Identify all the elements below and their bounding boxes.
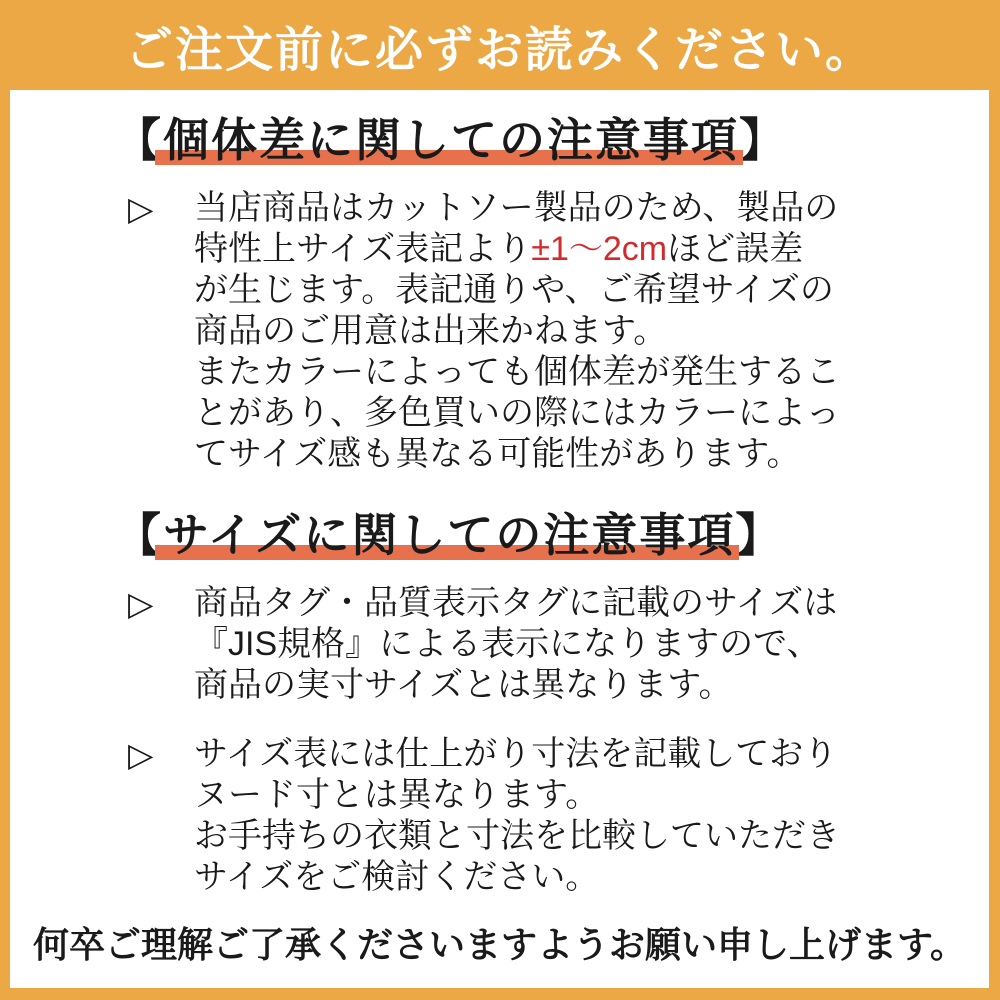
bullet-text	[194, 734, 989, 898]
text-segment: サイズ表には仕上がり寸法を記載しており	[194, 735, 838, 773]
heading-bracket-open: 【	[115, 509, 163, 561]
text-segment: てサイズ感も異なる可能性があります。	[194, 435, 801, 473]
notice-section	[10, 507, 989, 898]
text-segment: 商品の実寸サイズとは異なります。	[194, 666, 733, 704]
text-line	[194, 188, 989, 229]
bullet-text	[194, 583, 989, 706]
accent-text: ±1〜2cm	[531, 230, 668, 268]
heading-bracket-open: 【	[115, 114, 163, 166]
text-segment: またカラーによっても個体差が発生するこ	[194, 353, 840, 391]
triangle-bullet-icon: ▷	[128, 585, 154, 622]
sections-container	[10, 112, 989, 898]
text-segment: 当店商品はカットソー製品のため、製品の	[194, 189, 839, 227]
section-heading	[115, 112, 989, 168]
heading-highlighted-text: サイズに関しての注意事項	[163, 509, 736, 561]
text-line	[194, 857, 989, 898]
text-segment: 『JIS規格』による表示になりますので、	[194, 625, 821, 663]
section-heading	[115, 507, 989, 563]
text-segment: 商品タグ・品質表示タグに記載のサイズは	[194, 584, 838, 622]
notice-section	[10, 112, 989, 475]
text-line	[194, 270, 989, 311]
bullet-item	[128, 188, 989, 475]
text-segment: お手持ちの衣類と寸法を比較していただき	[194, 817, 840, 855]
text-segment: とがあり、多色買いの際にはカラーによっ	[194, 394, 840, 432]
top-banner: ご注文前に必ずお読みください。	[124, 23, 875, 77]
text-line	[194, 583, 989, 624]
text-line	[194, 434, 989, 475]
text-line	[194, 352, 989, 393]
text-line	[194, 816, 989, 857]
heading-bracket-close: 】	[739, 114, 787, 166]
triangle-bullet-icon: ▷	[128, 190, 154, 227]
bullet-text	[194, 188, 989, 475]
bullet-item	[128, 734, 989, 898]
text-segment: ヌード寸とは異なります。	[194, 776, 600, 814]
text-line	[194, 734, 989, 775]
text-line	[194, 775, 989, 816]
text-segment: が生じます。表記通りや、ご希望サイズの	[194, 271, 834, 309]
bullet-item	[128, 583, 989, 706]
text-line	[194, 229, 989, 270]
notice-content	[10, 90, 989, 988]
text-line	[194, 311, 989, 352]
heading-highlighted-text: 個体差に関しての注意事項	[163, 114, 739, 166]
text-line	[194, 665, 989, 706]
text-segment: 特性上サイズ表記より	[194, 230, 532, 268]
text-segment: ほど誤差	[667, 230, 804, 268]
text-segment: サイズをご検討ください。	[194, 858, 600, 896]
text-line	[194, 393, 989, 434]
triangle-bullet-icon: ▷	[128, 736, 154, 773]
text-line	[194, 624, 989, 665]
heading-bracket-close: 】	[735, 509, 784, 561]
text-segment: 商品のご用意は出来かねます。	[194, 312, 668, 350]
footer-note: 何卒ご理解ご了承くださいますようお願い申し上げます。	[32, 924, 967, 965]
